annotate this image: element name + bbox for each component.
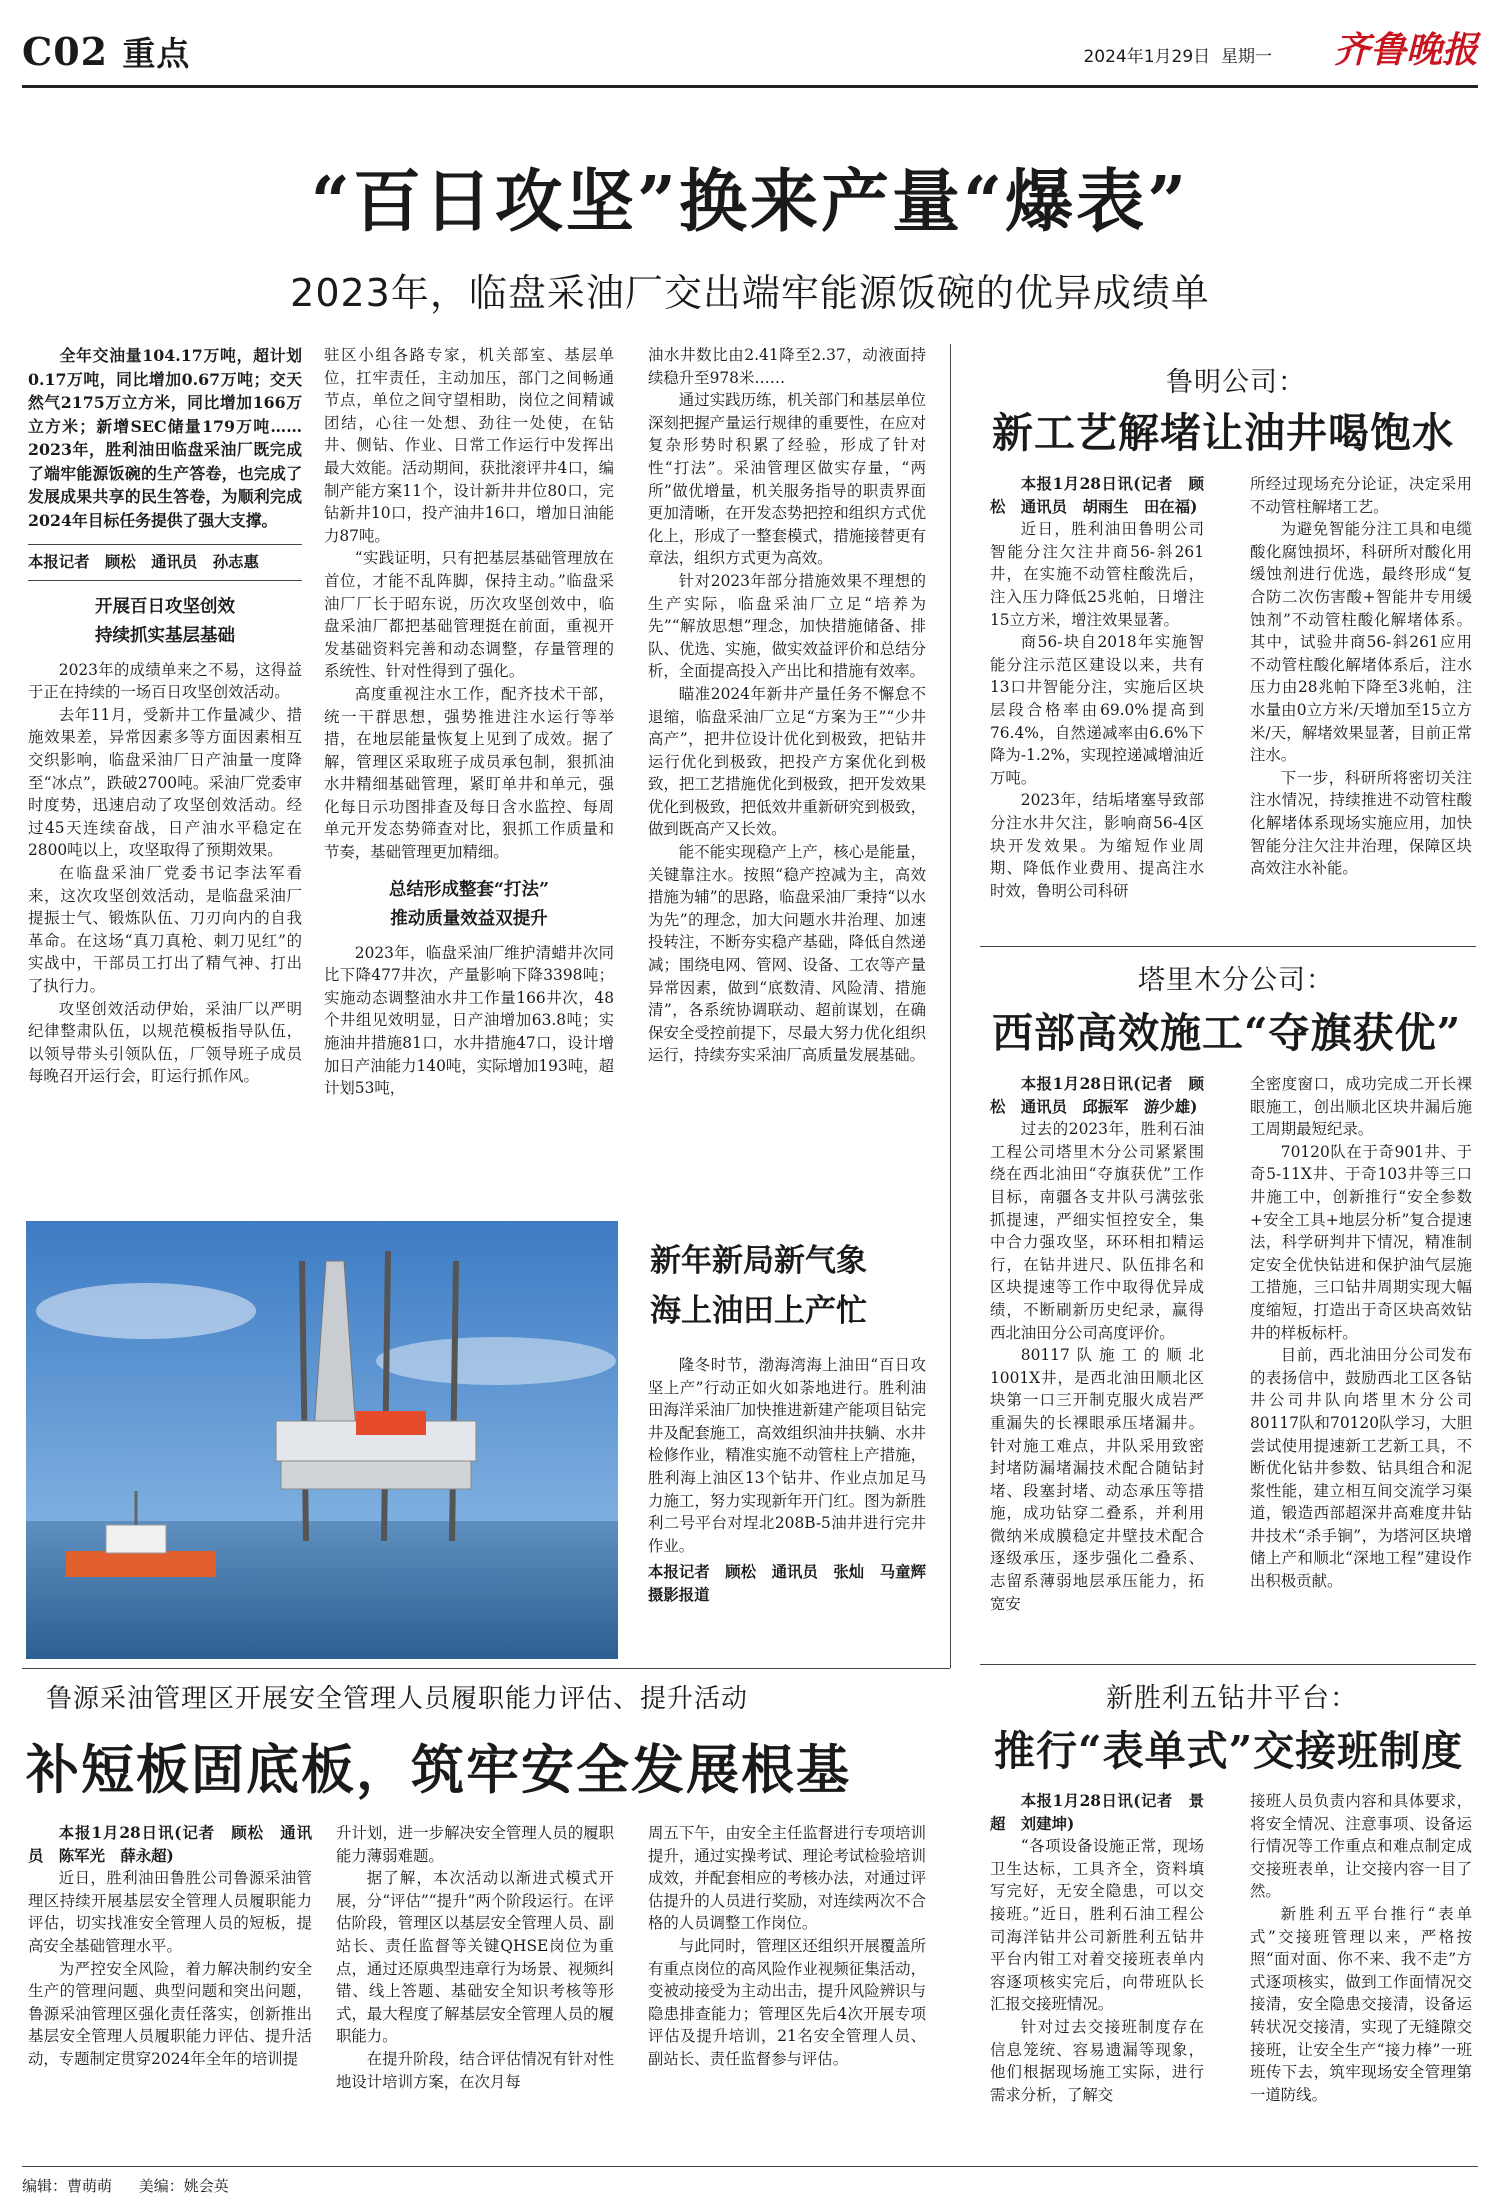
lead-column-1 <box>28 344 302 1219</box>
tarim-paragraph: 过去的2023年，胜利石油工程公司塔里木分公司紧紧围绕在西北油田“夺旗获优”工作目标，南疆各支井队弓满弦张抓提速，严细实恒控安全，集中合力强攻坚，环环相扣精运行，在钻井进尺、队伍排名和区块提速等工作中取得优异成绩，不断刷新历史纪录，赢得西北油田分公司高度评价。 <box>990 1120 1204 1342</box>
xinsheng-paragraph: “各项设备设施正常，现场卫生达标，工具齐全，资料填写完好，无安全隐患，可以交接班。”近日，胜利石油工程公司海洋钻井公司新胜利五钻井平台内钳工对着交接班表单内容逐项核实完后，向带班队长汇报交接班情况。 <box>990 1837 1204 2014</box>
tarim-column-2 <box>1250 1073 1472 1639</box>
tarim-paragraph: 全密度窗口，成功完成二开长裸眼施工，创出顺北区块井漏后施工周期最短纪录。 <box>1250 1075 1472 1139</box>
column-divider <box>950 344 951 1668</box>
section-divider <box>980 946 1476 947</box>
page-number: C02 重点 <box>22 29 191 74</box>
tarim-paragraph: 70120队在于奇901井、于奇5-11X井、于奇103井等三口井施工中，创新推行“安全参数+安全工具+地层分析”复合提速法，科学研判井下情况，精准制定安全优快钻进和保护油气层施工措施，三口钻井周期实现大幅度缩短，打造出于奇区块高效钻井的样板标杆。 <box>1250 1142 1472 1342</box>
xinsheng-paragraph: 接班人员负责内容和具体要求，将安全情况、注意事项、设备运行情况等工作重点和难点制定成交接班表单，让交接内容一目了然。 <box>1250 1792 1472 1901</box>
lead-subheadline: 2023年，临盘采油厂交出端牢能源饭碗的优异成绩单 <box>290 271 1210 315</box>
section-divider <box>980 1664 1476 1665</box>
lead-paragraph: 去年11月，受新井工作量减少、措施效果差，异常因素多等方面因素相互交织影响，临盘采油厂日产油量一度降至“冰点”，跌破2700吨。采油厂党委审时度势，迅速启动了攻坚创效活动。经过45天连续奋战，日产油水平稳定在2800吨以上，攻坚取得了预期效果。 <box>28 705 302 860</box>
luyuan-paragraph: 为严控安全风险，着力解决制约安全生产的管理问题、典型问题和突出问题，鲁源采油管理区强化责任落实，创新推出基层安全管理人员履职能力评估、提升活动，专题制定贯穿2024年全年的培训提 <box>28 1959 312 2068</box>
xinsheng-column-2 <box>1250 1790 1472 2158</box>
luyuan-headline: 补短板固底板，筑牢安全发展根基 <box>26 1739 851 1801</box>
designer-credit: 美编：姚会英 <box>138 2177 229 2195</box>
xinsheng-paragraph: 新胜利五平台推行“表单式”交接班管理以来，严格按照“面对面、你不来、我不走”方式逐项核实，做到工作面情况交接清，安全隐患交接清，设备运转状况交接清，实现了无缝隙交接班，让安全生产“接力棒”一班班传下去，筑牢现场安全管理第一道防线。 <box>1250 1904 1472 2104</box>
tarim-kicker: 塔里木分公司： <box>1138 965 1334 996</box>
tarim-paragraph: 目前，西北油田分公司发布的表扬信中，鼓励西北工区各钻井公司井队向塔里木分公司80117队和70120队学习，大胆尝试使用提速新工艺新工具，不断优化钻井参数、钻具组合和泥浆性能，建立相互间交流学习渠道，锻造西部超深井高难度井钻井技术“杀手锏”，为塔河区块增储上产和顺北“深地工程”建设作出积极贡献。 <box>1250 1346 1472 1591</box>
luming-paragraph: 商56-块自2018年实施智能分注示范区建设以来，共有13口井智能分注，实施后区块层段合格率由69.0%提高到76.4%，自然递减率由6.6%下降为-1.2%，实现控递减增油近万吨。 <box>990 633 1204 787</box>
lead-paragraph: 2023年，临盘采油厂维护清蜡井次同比下降477井次，产量影响下降3398吨；实施动态调整油水井工作量166井次，48个井组见效明显，日产油增加63.8吨；实施油井措施81口，水井措施47口，设计增加日产油能力140吨，实际增加193吨，超计划53吨， <box>324 943 614 1098</box>
luming-byline: 本报1月28日讯(记者 顾松 通讯员 胡雨生 田在福) <box>990 475 1204 516</box>
luming-paragraph: 为避免智能分注工具和电缆酸化腐蚀损坏，科研所对酸化用缓蚀剂进行优选，最终形成“复合防二次伤害酸+智能井专用缓蚀剂”不动管柱酸化解堵体系。其中，试验井商56-斜261应用不动管柱酸化解堵体系后，注水压力由28兆帕下降至3兆帕，注水量由0立方米/天增加至15立方米/天，解堵效果显著，目前正常注水。 <box>1250 520 1472 765</box>
luming-kicker: 鲁明公司： <box>1166 367 1306 398</box>
photo-caption <box>648 1354 942 1659</box>
lead-intro: 全年交油量104.17万吨，超计划0.17万吨，同比增加0.67万吨；交天然气2175万立方米，同比增加166万立方米；新增SEC储量179万吨……2023年，胜利油田临盘采油厂既完成了端牢能源饭碗的生产答卷，也完成了发展成果共享的民生答卷，为顺利完成2024年目标任务提供了强大支撑。 <box>28 346 302 530</box>
lead-paragraph: 瞄准2024年新井产量任务不懈怠不退缩，临盘采油厂立足“方案为王”“少井高产”，把井位设计优化到极致，把钻井运行优化到极致，把投产方案优化到极致，把工艺措施优化到极致，把开发效果优化到极致，把低效井重新研究到极致，做到既高产又长效。 <box>648 684 926 839</box>
tarim-byline: 本报1月28日讯(记者 顾松 通讯员 邱振军 游少雄) <box>990 1075 1204 1116</box>
lead-paragraph: 油水井数比由2.41降至2.37，动液面持续稳升至978米…… <box>648 346 926 387</box>
luyuan-paragraph: 周五下午，由安全主任监督进行专项培训提升，通过实操考试、理论考试检验培训成效，并配套相应的考核办法，对通过评估提升的人员进行奖励，对连续两次不合格的人员调整工作岗位。 <box>648 1824 926 1933</box>
luyuan-column-2 <box>336 1822 614 2158</box>
luyuan-column-1 <box>28 1822 312 2158</box>
lead-paragraph: 攻坚创效活动伊始，采油厂以严明纪律整肃队伍，以规范模板指导队伍，以领导带头引领队伍，厂领导班子成员每晚召开运行会，盯运行抓作风。 <box>28 999 302 1086</box>
photo-headline: 新年新局新气象 海上油田上产忙 <box>650 1243 867 1329</box>
luming-paragraph: 下一步，科研所将密切关注注水情况，持续推进不动管柱酸化解堵体系现场实施应用，加快智能分注欠注井治理，保障区块高效注水补能。 <box>1250 768 1472 878</box>
lead-paragraph: 通过实践历练，机关部门和基层单位深刻把握产量运行规律的重要性，在应对复杂形势时积累了经验，形成了针对性“打法”。采油管理区做实存量，“两所”做优增量，机关服务指导的职责界面更加清晰，在开发态势把控和组织方式优化上，形成了一整套模式，措施接替更有章法，组织方式更为高效。 <box>648 391 926 568</box>
tarim-headline: 西部高效施工“夺旗获优” <box>992 1009 1462 1057</box>
lead-paragraph: 驻区小组各路专家，机关部室、基层单位，扛牢责任，主动加压，部门之间畅通节点，单位之间守望相助，岗位之间精诚团结，心往一处想、劲往一处使，在钻井、侧钻、作业、日常工作运行中发挥出最大效能。活动期间，获批滚评井4口，编制产能方案11个，设计新井井位80口，完钻新井10口，投产油井16口，增加日油能力87吨。 <box>324 346 614 545</box>
luyuan-column-3 <box>648 1822 926 2158</box>
lead-paragraph: “实践证明，只有把基层基础管理放在首位，才能不乱阵脚，保持主动。”临盘采油厂厂长于昭东说，历次攻坚创效中，临盘采油厂都把基础管理挺在前面，重视开发基础资料完善和动态调整，存量管理的系统性、针对性得到了强化。 <box>324 549 614 681</box>
lead-paragraph: 在临盘采油厂党委书记李法军看来，这次攻坚创效活动，是临盘采油厂提振士气、锻炼队伍、刀刃向内的自我革命。在这场“真刀真枪、刺刀见红”的实战中，干部员工打出了精气神、打出了执行力。 <box>28 863 302 995</box>
luming-column-1 <box>990 473 1204 913</box>
luming-column-2 <box>1250 473 1472 913</box>
xinsheng-column-1 <box>990 1790 1204 2158</box>
luming-paragraph: 2023年，结垢堵塞导致部分注水井欠注，影响商56-4区块开发效果。为缩短作业周期、降低作业费用、提高注水时效，鲁明公司科研 <box>990 791 1204 900</box>
lead-column-2 <box>324 344 614 1219</box>
photo-byline: 本报记者 顾松 通讯员 张灿 马童辉 摄影报道 <box>648 1563 942 1604</box>
page-header <box>22 6 1478 88</box>
tarim-column-1 <box>990 1073 1204 1639</box>
xinsheng-kicker: 新胜利五钻井平台： <box>1106 1683 1358 1714</box>
newspaper-logo: 齐鲁晚报 <box>1333 29 1478 71</box>
editor-credit: 编辑：曹萌萌 <box>22 2177 113 2195</box>
photo-caption-text: 隆冬时节，渤海湾海上油田“百日攻坚上产”行动正如火如荼地进行。胜利油田海洋采油厂加快推进新建产能项目钻完井及配套施工，高效组织油井扶躺、水井检修作业，精准实施不动管柱上产措施，胜利海上油区13个钻井、作业点加足马力施工，努力实现新年开门红。图为新胜利二号平台对埕北208B-5油井进行完井作业。 <box>648 1356 926 1555</box>
xinsheng-paragraph: 针对过去交接班制度存在信息笼统、容易遗漏等现象，他们根据现场施工实际，进行需求分析，了解交 <box>990 2017 1204 2104</box>
luyuan-paragraph: 升计划，进一步解决安全管理人员的履职能力薄弱难题。 <box>336 1824 614 1865</box>
xinsheng-headline: 推行“表单式”交接班制度 <box>994 1727 1464 1775</box>
luyuan-paragraph: 在提升阶段，结合评估情况有针对性地设计培训方案，在次月每 <box>336 2049 614 2091</box>
lead-headline: “百日攻坚”换来产量“爆表” <box>310 162 1190 242</box>
lead-byline: 本报记者 顾松 通讯员 孙志惠 <box>28 553 259 571</box>
luming-paragraph: 所经过现场充分论证，决定采用不动管柱解堵工艺。 <box>1250 475 1472 516</box>
luyuan-kicker: 鲁源采油管理区开展安全管理人员履职能力评估、提升活动 <box>46 1684 749 1714</box>
page-footer <box>22 2166 1478 2196</box>
luyuan-paragraph: 与此同时，管理区还组织开展覆盖所有重点岗位的高风险作业视频征集活动，变被动接受为主动出击，提升风险辨识与隐患排查能力；管理区先后4次开展专项评估及提升培训，21名安全管理人员、副站长、责任监督参与评估。 <box>648 1936 926 2068</box>
luyuan-paragraph: 据了解，本次活动以渐进式模式开展，分“评估”“提升”两个阶段运行。在评估阶段，管理区以基层安全管理人员、副站长、责任监督等关键QHSE岗位为重点，通过还原典型违章行为场景、视频纠错、线上答题、基础安全知识考核等形式，最大程度了解基层安全管理人员的履职能力。 <box>336 1869 614 2046</box>
offshore-platform-photo <box>26 1221 618 1659</box>
lead-subhead-2: 总结形成整套“打法” 推动质量效益双提升 <box>388 879 550 929</box>
luming-paragraph: 近日，胜利油田鲁明公司智能分注欠注井商56-斜261井，在实施不动管柱酸洗后，注入压力降低25兆帕，日增注15立方米，增注效果显著。 <box>990 520 1204 629</box>
lead-paragraph: 针对2023年部分措施效果不理想的生产实际，临盘采油厂立足“培养为先”“解放思想”理念，加快措施储备、排队、优选、实施，做实效益评价和总结分析，全面提高投入产出比和措施有效率。 <box>648 571 926 681</box>
tarim-paragraph: 80117队施工的顺北1001X井，是西北油田顺北区块第一口三开制克服火成岩严重漏失的长裸眼承压堵漏井。针对施工难点，井队采用致密封堵防漏堵漏技术配合随钻封堵、段塞封堵、动态承压等措施，成功钻穿二叠系，并利用微纳米成膜稳定井壁技术配合逐级承压，逐步强化二叠系、志留系薄弱地层承压能力，拓宽安 <box>990 1346 1204 1613</box>
lead-paragraph: 能不能实现稳产上产，核心是能量，关键靠注水。按照“稳产控减为主，高效措施为辅”的思路，临盘采油厂秉持“以水为先”的理念，加大问题水井治理、加速投转注，不断夯实稳产基础，降低自然递减；围绕电网、管网、设备、工农等产量异常因素，做到“底数清、风险清、措施清”，各系统协调联动、超前谋划，在确保安全受控前提下，尽最大努力优化组织运行，持续夯实采油厂高质量发展基础。 <box>648 843 926 1065</box>
section-divider <box>22 1668 950 1669</box>
xinsheng-byline: 本报1月28日讯(记者 景超 刘建坤) <box>990 1792 1204 1833</box>
luyuan-paragraph: 近日，胜利油田鲁胜公司鲁源采油管理区持续开展基层安全管理人员履职能力评估，切实找准安全管理人员的短板，提高安全基础管理水平。 <box>28 1869 312 1955</box>
photo-illustration <box>26 1221 618 1659</box>
lead-paragraph: 高度重视注水工作，配齐技术干部，统一干群思想，强势推进注水运行等举措，在地层能量恢复上见到了成效。据了解，管理区采取班子成员承包制，狠抓油水井精细基础管理，紧盯单井和单元，强化每日示功图排查及每日含水监控、每周单元开发态势筛查对比，狠抓工作质量和节奏，基础管理更加精细。 <box>324 684 614 862</box>
lead-subhead-1: 开展百日攻坚创效 持续抓实基层基础 <box>95 596 235 646</box>
issue-date: 2024年1月29日 星期一 <box>1083 47 1272 67</box>
lead-column-3 <box>648 344 926 1214</box>
luming-headline: 新工艺解堵让油井喝饱水 <box>992 409 1454 457</box>
lead-paragraph: 2023年的成绩单来之不易，这得益于正在持续的一场百日攻坚创效活动。 <box>28 660 302 702</box>
luyuan-byline: 本报1月28日讯(记者 顾松 通讯员 陈军光 薛永超) <box>28 1824 312 1865</box>
